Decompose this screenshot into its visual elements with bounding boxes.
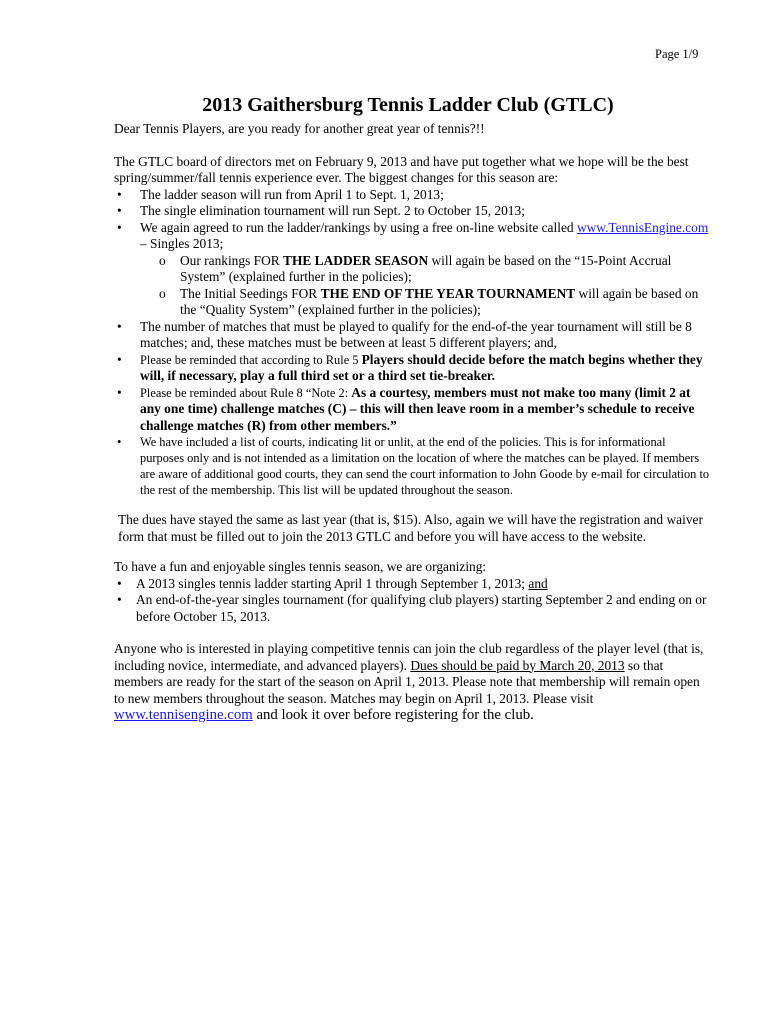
document-title: 2013 Gaithersburg Tennis Ladder Club (GTLC) xyxy=(202,94,614,116)
bullet-icon: • xyxy=(117,351,122,367)
sub-list xyxy=(114,253,710,319)
organizing-list xyxy=(114,576,710,626)
page-number: Page 1/9 xyxy=(655,47,699,61)
list-item: • Please be reminded that according to Rule 5 Players should decide before the match begins whether they will, if necessary, play a full third set or a third set tie-breaker. xyxy=(117,351,703,383)
sub-list-item: o Our rankings FOR THE LADDER SEASON will again be based on the “15-Point Accrual System” (explained further in the policies); xyxy=(159,252,672,284)
bullet-icon: • xyxy=(117,384,122,400)
bullet-icon: • xyxy=(117,575,122,591)
document-body xyxy=(114,121,710,724)
tennisengine-link[interactable]: www.TennisEngine.com xyxy=(576,219,709,235)
bullet-icon: • xyxy=(117,219,122,235)
list-item: • The single elimination tournament will run Sept. 2 to October 15, 2013; xyxy=(117,203,525,218)
list-item: • Please be reminded about Rule 8 “Note 2: As a courtesy, members must not make too many (limit 2 at any one time) challenge matches (C) – this will then leave room in a member’s schedule to receive challenge matches (R) from other members.” xyxy=(117,384,695,433)
list-item: • We again agreed to run the ladder/rankings by using a free on-line website called www.TennisEngine.com – Singles 2013; o Our rankings FOR THE LADDER SEASON will again be based on the “15-Point Accrual System” (explained further in the policies); o The Initial Seedings FOR THE END OF THE YEAR TOURNAMENT will again be based on the “Quality System” (explained further in the policies); xyxy=(114,220,710,319)
dues-deadline: Dues should be paid by March 20, 2013 xyxy=(410,657,625,673)
intro-paragraph: The GTLC board of directors met on February 9, 2013 and have put together what we hope will be the best spring/summer/fall tennis experience ever. The biggest changes for this season are: xyxy=(114,153,689,185)
changes-list xyxy=(114,187,710,499)
list-item: • The ladder season will run from April 1 to Sept. 1, 2013; xyxy=(117,186,444,202)
list-item: • An end-of-the-year singles tournament (for qualifying club players) starting September 2 and ending on or before October 15, 2013. xyxy=(117,592,707,624)
list-item: • The number of matches that must be played to qualify for the end-of-the year tournament will still be 8 matches; and, these matches must be between at least 5 different players; and, xyxy=(117,318,692,350)
bullet-icon: • xyxy=(117,186,122,202)
tennisengine-link-closing[interactable]: www.tennisengine.com xyxy=(114,707,253,723)
sub-list-item: o The Initial Seedings FOR THE END OF THE YEAR TOURNAMENT will again be based on the “Quality System” (explained further in the policies); xyxy=(159,285,699,317)
bullet-icon: • xyxy=(117,592,122,607)
organizing-lead: To have a fun and enjoyable singles tennis season, we are organizing: xyxy=(114,559,487,574)
bullet-icon: • xyxy=(117,435,122,449)
sub-bullet-icon: o xyxy=(159,285,166,301)
dues-paragraph: The dues have stayed the same as last year (that is, $15). Also, again we will have the registration and waiver form that must be filled out to join the 2013 GTLC and before you will have access to the website. xyxy=(118,512,703,544)
closing-paragraph: Anyone who is interested in playing competitive tennis can join the club regardless of the player level (that is, including novice, intermediate, and advanced players). Dues should be paid by March 20, 2013 so that members are ready for the start of the season on April 1, 2013. Please note that membership will remain open to new members throughout the season. Matches may begin on April 1, 2013. Please visit www.tennisengine.com and look it over before registering for the club. xyxy=(114,641,704,723)
list-item: • A 2013 singles tennis ladder starting April 1 through September 1, 2013; and xyxy=(117,575,548,591)
greeting: Dear Tennis Players, are you ready for another great year of tennis?!! xyxy=(114,121,485,136)
bullet-icon: • xyxy=(117,318,122,334)
list-item: • We have included a list of courts, indicating lit or unlit, at the end of the policies. This is for informational purposes only and is not intended as a limitation on the location of where the matches can be played. If members are aware of additional good courts, they can send the court information to John Goode by e-mail for circulation to the rest of the membership. This list will be updated throughout the season. xyxy=(117,435,710,497)
sub-bullet-icon: o xyxy=(159,252,166,268)
bullet-icon: • xyxy=(117,203,122,218)
